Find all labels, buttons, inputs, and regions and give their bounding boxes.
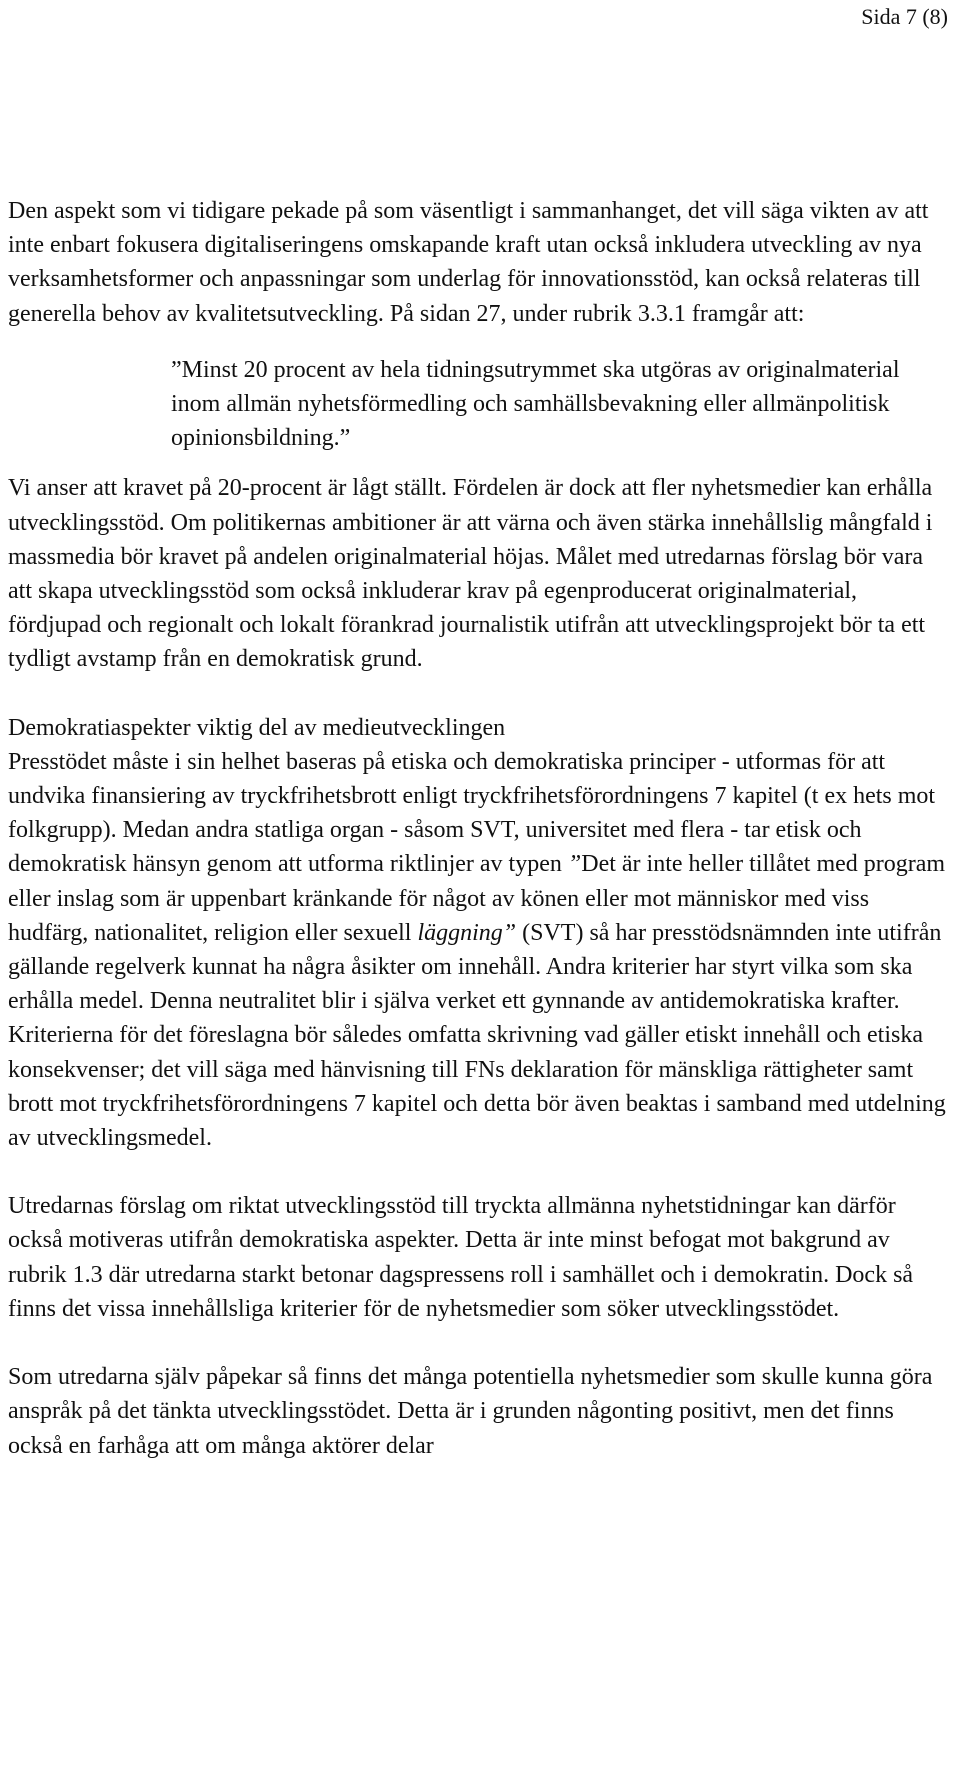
italic-word: läggning” bbox=[417, 919, 517, 946]
paragraph-democracy-text: Presstödet måste i sin helhet baseras på etiska och demokratiska principer - utformas för att undvika finansiering av tryckfrihetsbrott enligt tryckfrihetsförordningens 7 kapitel (t ex hets mot folkgrupp). Medan andra statliga organ - såsom SVT, universitet med flera - tar etisk och demokratisk hänsyn genom att utforma riktlinjer av typen bbox=[8, 748, 936, 878]
block-quote: ”Minst 20 procent av hela tidningsutrymmet ska utgöras av originalmaterial inom allmän nyhetsförmedling och samhällsbevakning eller allmänpolitisk opinionsbildning.” bbox=[171, 356, 900, 452]
section-heading: Demokratiaspekter viktig del av medieutvecklingen bbox=[8, 714, 506, 741]
document-body bbox=[8, 194, 950, 1463]
page-number: Sida 7 (8) bbox=[861, 4, 948, 29]
paragraph-intro: Den aspekt som vi tidigare pekade på som väsentligt i sammanhanget, det vill säga vikten av att inte enbart fokusera digitaliseringens omskapande kraft utan också inkludera utveckling av nya verksamhetsformer och anpassningar som underlag för innovationsstöd, kan också relateras till generella behov av kvalitetsutveckling. På sidan 27, under rubrik 3.3.1 framgår att: bbox=[8, 198, 929, 327]
paragraph-motivation: Utredarnas förslag om riktat utvecklingsstöd till tryckta allmänna nyhetstidningar kan därför också motiveras utifrån demokratiska aspekter. Detta är inte minst befogat mot bakgrund av rubrik 1.3 där utredarna starkt betonar dagspressens roll i samhället och i demokratin. Dock så finns det vissa innehållsliga kriterier för de nyhetsmedier som söker utvecklingsstödet. bbox=[8, 1193, 914, 1322]
paragraph-democracy-continuation: (SVT) så har presstödsnämnden inte utifrån gällande regelverk kunnat ha några åsikter om innehåll. Andra kriterier har styrt vilka som ska erhålla medel. Denna neutralitet blir i själva verket ett gynnande av antidemokratiska krafter. Kriterierna för det föreslagna bör således omfatta skrivning vad gäller etiskt innehåll och etiska konsekvenser; det vill säga med hänvisning till FNs deklaration för mänskliga rättigheter samt brott mot tryckfrihetsförordningens 7 kapitel och detta bör även beaktas i samband med utdelning av utvecklingsmedel. bbox=[8, 919, 946, 1152]
svt-quoted-text: Det är inte heller tillåtet med program eller inslag som är uppenbart kränkande för något av könen eller mot människor med viss hudfärg, nationalitet, religion eller sexuell bbox=[8, 851, 946, 946]
paragraph-potential: Som utredarna själv påpekar så finns det många potentiella nyhetsmedier som skulle kunna göra anspråk på det tänkta utvecklingsstödet. Detta är i grunden någonting positivt, men det finns också en farhåga att om många aktörer delar bbox=[8, 1364, 933, 1459]
italic-quote-mark: ” bbox=[567, 851, 582, 878]
paragraph-democracy bbox=[8, 745, 950, 1155]
paragraph-opinion: Vi anser att kravet på 20-procent är lågt ställt. Fördelen är dock att fler nyhetsmedier kan erhålla utvecklingsstöd. Om politikernas ambitioner är att värna och även stärka innehållslig mångfald i massmedia bör kravet på andelen originalmaterial höjas. Målet med utredarnas förslag bör vara att skapa utvecklingsstöd som också inkluderar krav på egenproducerat originalmaterial, fördjupad och regionalt och lokalt förankrad journalistik utifrån att utvecklingsprojekt bör ta ett tydligt avstamp från en demokratisk grund. bbox=[8, 475, 933, 673]
